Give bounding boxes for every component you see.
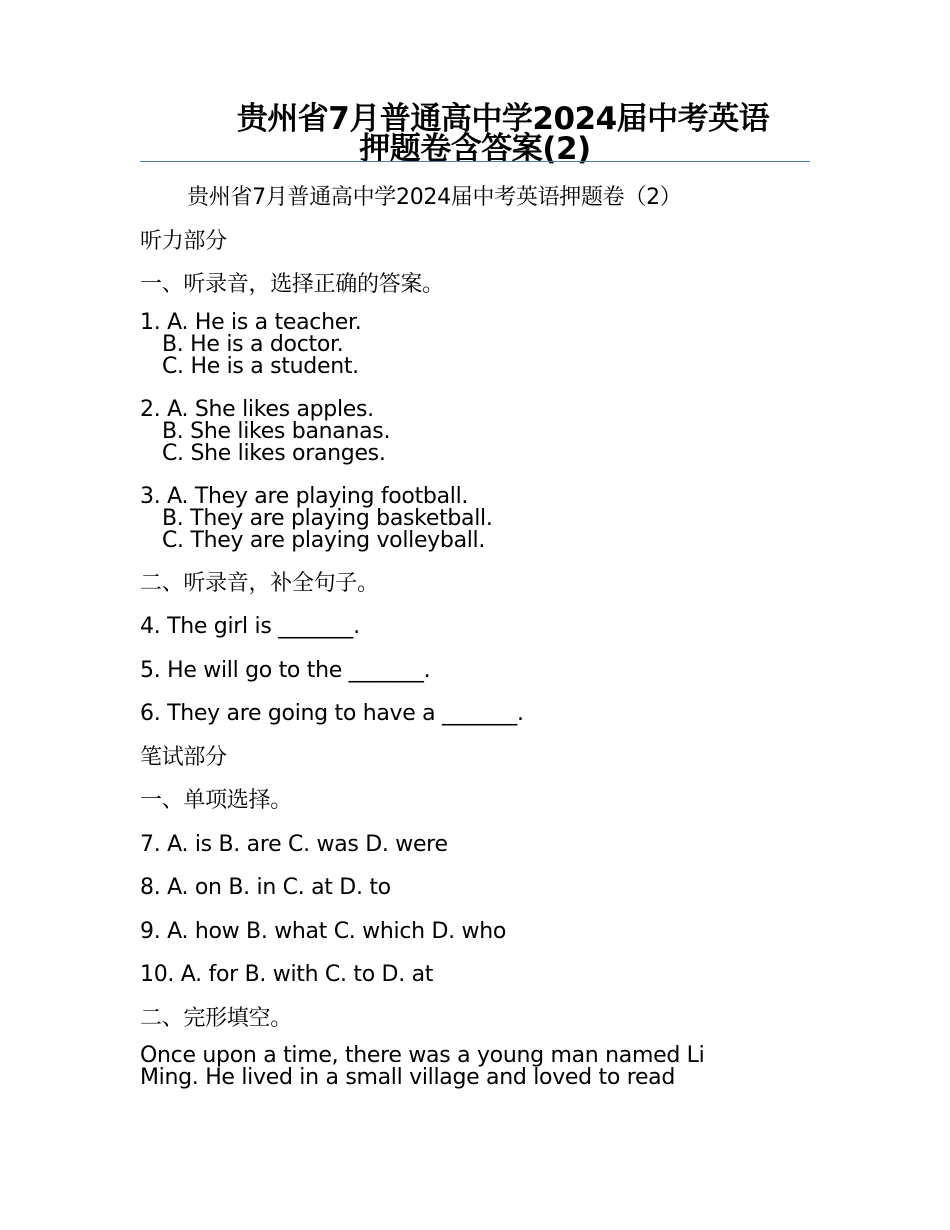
question-1-option-c: C. He is a student. <box>162 353 359 379</box>
document-title-line-1: 贵州省7月普通高中学2024届中考英语 <box>236 101 770 137</box>
question-2-option-a: 2. A. She likes apples. <box>140 396 374 422</box>
document-title <box>140 101 810 167</box>
fill-blank-question-5: 5. He will go to the _______. <box>140 657 431 683</box>
listening-question-3 <box>140 483 820 553</box>
question-2-option-b: B. She likes bananas. <box>162 418 391 444</box>
written-section-1-heading: 一、单项选择。 <box>140 788 292 813</box>
document-body <box>140 176 820 1089</box>
listening-section-2-heading: 二、听录音，补全句子。 <box>140 570 379 596</box>
cloze-passage-line-1: Once upon a time, there was a young man named Li <box>140 1043 705 1068</box>
question-1-option-a: 1. A. He is a teacher. <box>140 309 362 335</box>
title-underline-rule <box>140 161 810 162</box>
document-title-line-2: 押题卷含答案(2) <box>359 131 591 167</box>
question-1-option-b: B. He is a doctor. <box>162 331 344 357</box>
cloze-passage-line-2: Ming. He lived in a small village and loved to read <box>140 1065 676 1090</box>
listening-section-1-heading: 一、听录音，选择正确的答案。 <box>140 272 444 297</box>
question-3-option-b: B. They are playing basketball. <box>162 505 493 531</box>
document-subtitle: 贵州省7月普通高中学2024届中考英语押题卷（2） <box>187 185 682 210</box>
question-3-option-c: C. They are playing volleyball. <box>162 527 486 553</box>
question-3-option-a: 3. A. They are playing football. <box>140 483 469 509</box>
written-heading: 笔试部分 <box>140 744 227 770</box>
listening-question-2 <box>140 396 820 466</box>
question-2-option-c: C. She likes oranges. <box>162 440 386 466</box>
choice-question-7: 7. A. is B. are C. was D. were <box>140 831 448 857</box>
fill-blank-question-6: 6. They are going to have a _______. <box>140 701 524 726</box>
choice-question-9: 9. A. how B. what C. which D. who <box>140 918 506 944</box>
cloze-passage <box>140 1045 780 1089</box>
choice-question-8: 8. A. on B. in C. at D. to <box>140 875 391 900</box>
fill-blank-question-4: 4. The girl is _______. <box>140 614 360 639</box>
written-section-2-heading: 二、完形填空。 <box>140 1005 292 1031</box>
listening-heading: 听力部分 <box>140 228 227 254</box>
listening-question-1 <box>140 309 820 379</box>
choice-question-10: 10. A. for B. with C. to D. at <box>140 962 434 987</box>
